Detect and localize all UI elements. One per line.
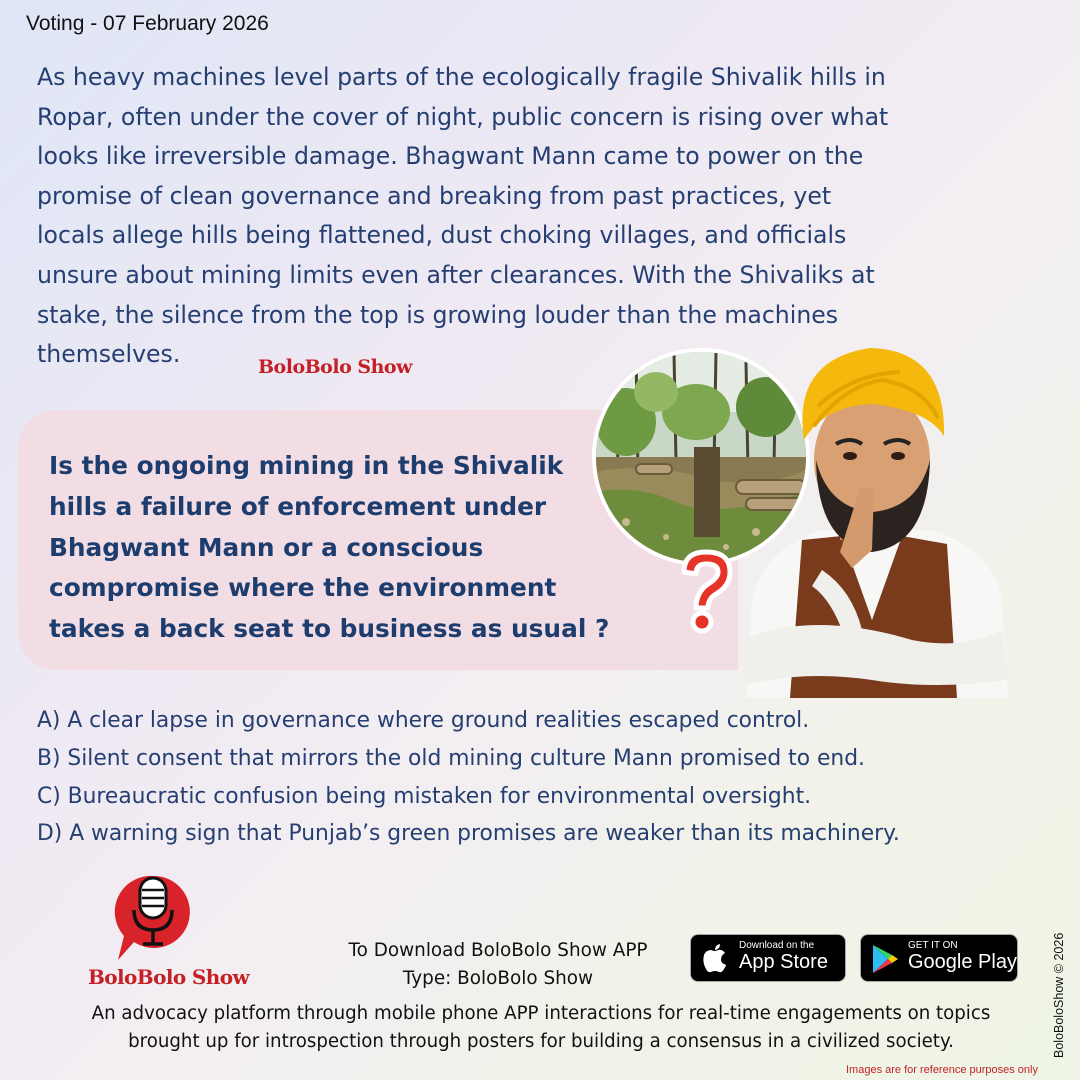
intro-paragraph	[37, 58, 1047, 375]
option-c[interactable]: C) Bureaucratic confusion being mistaken for environmental oversight.	[37, 783, 812, 809]
intro-line: Ropar, often under the cover of night, public concern is rising over what	[37, 102, 889, 131]
question-line: Bhagwant Mann or a conscious	[49, 532, 484, 562]
apple-icon	[701, 944, 729, 974]
question-mark-icon	[672, 546, 742, 636]
question-line: Is the ongoing mining in the Shivalik	[49, 451, 564, 480]
google-play-button[interactable]	[860, 934, 1018, 982]
question-line: hills a failure of enforcement under	[49, 491, 547, 521]
google-play-label: Google Play	[908, 951, 1017, 973]
intro-line: themselves.	[37, 340, 181, 369]
intro-line: promise of clean governance and breaking from past practices, yet	[37, 181, 832, 210]
image-disclaimer: Images are for reference purposes only	[846, 1064, 1038, 1076]
download-type-line: Type: BoloBolo Show	[402, 968, 594, 989]
poll-question	[49, 446, 619, 650]
download-instructions	[320, 937, 676, 993]
app-store-label: App Store	[739, 951, 828, 973]
download-line: To Download BoloBolo Show APP	[348, 940, 648, 961]
option-a[interactable]: A) A clear lapse in governance where ground realities escaped control.	[37, 708, 810, 733]
google-play-icon	[871, 944, 899, 974]
app-store-button[interactable]	[690, 934, 846, 982]
microphone-chat-icon	[112, 868, 194, 968]
brand-logo-text: BoloBolo Show	[88, 965, 250, 989]
poll-date: Voting - 07 February 2026	[26, 12, 269, 35]
intro-line: looks like irreversible damage. Bhagwant Mann came to power on the	[37, 142, 864, 171]
question-line: compromise where the environment	[49, 573, 557, 603]
intro-line: stake, the silence from the top is growing louder than the machines	[37, 300, 839, 329]
intro-line: unsure about mining limits even after clearances. With the Shivaliks at	[37, 260, 875, 289]
google-play-caption: GET IT ON	[908, 940, 958, 951]
app-store-caption: Download on the	[739, 940, 815, 951]
option-b[interactable]: B) Silent consent that mirrors the old mining culture Mann promised to end.	[37, 745, 865, 771]
platform-description	[30, 1000, 1052, 1056]
intro-line: locals allege hills being flattened, dust choking villages, and officials	[37, 221, 847, 250]
question-line: takes a back seat to business as usual ?	[49, 614, 610, 644]
intro-line: As heavy machines level parts of the ecologically fragile Shivalik hills in	[37, 63, 886, 91]
brand-watermark: BoloBolo Show	[258, 356, 412, 378]
copyright-notice: BoloBoloShow © 2026	[1052, 932, 1066, 1058]
option-d[interactable]: D) A warning sign that Punjab’s green promises are weaker than its machinery.	[37, 821, 900, 847]
footer-line: brought up for introspection through posters for building a consensus in a civilized society.	[128, 1031, 954, 1052]
answer-options	[37, 702, 1057, 853]
footer-line: An advocacy platform through mobile phone APP interactions for real-time engagements on topics	[91, 1003, 991, 1024]
politician-photo	[732, 340, 1014, 698]
